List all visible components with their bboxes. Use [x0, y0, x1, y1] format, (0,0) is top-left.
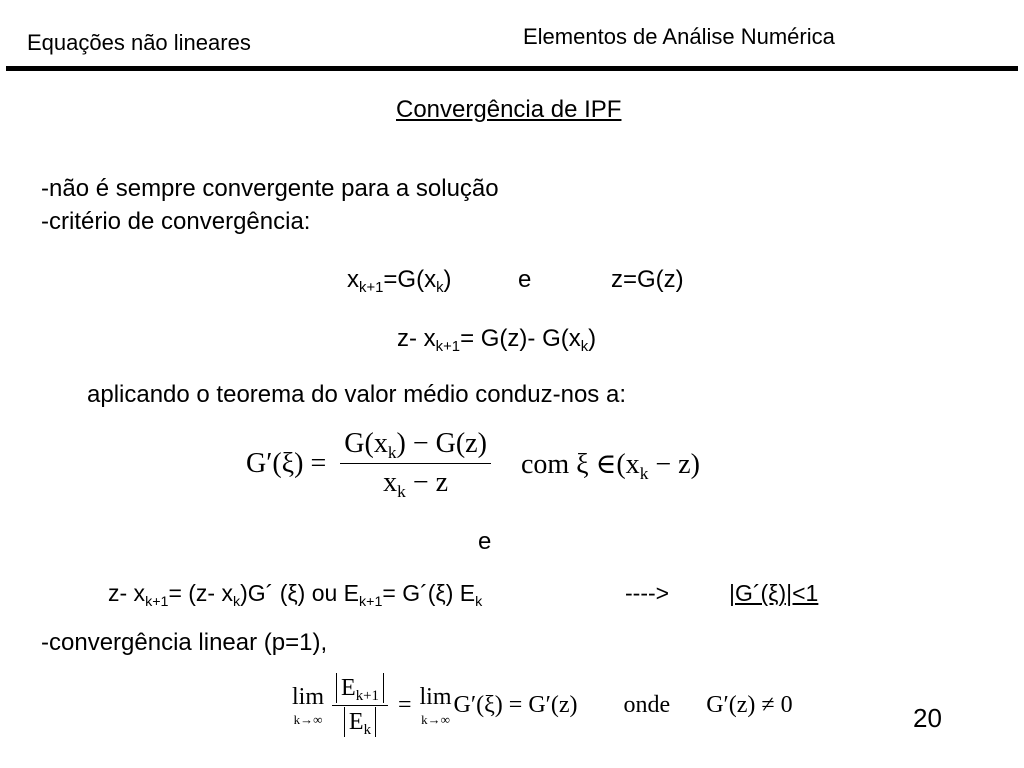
mvt-num-a: G(x [344, 428, 388, 459]
eq1-rhs: =G(x [383, 266, 437, 293]
conjunction-e: e [478, 528, 492, 555]
ratio-numerator [332, 675, 388, 705]
ratio-den-abs [344, 707, 376, 737]
eq1-close: ) [443, 266, 452, 293]
ratio-num-var: E [341, 674, 356, 701]
eq2-b: = G(z)- G(x [460, 325, 581, 352]
fixed-point-equation: z=G(z) [611, 266, 684, 293]
mvt-cond-a: com ξ ∈(x [520, 448, 640, 480]
limit-derivative: G′(ξ) = G′(z) [453, 691, 578, 718]
onde-word: onde [623, 691, 671, 718]
limit-formula [292, 655, 793, 755]
mean-value-formula [246, 428, 700, 502]
ratio-denominator [340, 706, 380, 736]
eq3-p1: z- x [108, 580, 146, 606]
eq1-conjunction: e [518, 266, 532, 293]
eq1-lhs-sub: k+1 [359, 280, 384, 297]
linear-convergence-text: -convergência linear (p=1), [41, 629, 328, 656]
lim2-text: lim [419, 683, 452, 710]
eq1-rhs-sub: k [436, 280, 444, 297]
mvt-num-b: ) − G(z) [396, 428, 487, 459]
mvt-condition [521, 447, 700, 481]
limit-equals: = [397, 691, 412, 718]
mvt-num-sub: k [387, 443, 397, 463]
ratio-num-sub: k+1 [355, 687, 379, 704]
bullet-not-always-convergent: -não é sempre convergente para a solução [41, 175, 499, 202]
course-title: Elementos de Análise Numérica [523, 24, 835, 49]
mvt-cond-sub: k [639, 463, 649, 483]
eq3-p2: = (z- x [168, 580, 233, 606]
mvt-lhs: G′(ξ) = [246, 447, 327, 479]
mvt-denominator [379, 464, 452, 502]
eq3-s2: k [232, 593, 241, 610]
eq2-a: z- x [397, 325, 436, 352]
lim-subscript: k→∞ [293, 711, 323, 727]
nonzero-condition: G′(z) ≠ 0 [706, 691, 793, 718]
mvt-den-b: − z [405, 467, 449, 498]
error-ratio-fraction [332, 675, 388, 736]
mvt-den-a: x [383, 467, 398, 498]
limit-operator [292, 685, 324, 726]
eq3-p4: = G´(ξ) E [382, 580, 476, 606]
eq2-b-sub: k [580, 339, 589, 356]
error-difference-equation [397, 325, 597, 356]
section-title: Equações não lineares [27, 30, 251, 55]
eq2-a-sub: k+1 [435, 339, 461, 356]
error-propagation-equation [108, 580, 483, 610]
mvt-numerator [340, 428, 491, 463]
mean-value-theorem-text: aplicando o teorema do valor médio conduz-nos a: [87, 381, 626, 408]
convergence-condition: |G´(ξ)|<1 [729, 580, 819, 606]
eq3-s3: k+1 [359, 593, 383, 610]
mvt-fraction [340, 428, 491, 502]
ratio-den-sub: k [363, 721, 372, 738]
implies-arrow: ----> [625, 580, 670, 606]
lim-text: lim [292, 683, 325, 710]
iteration-equation [347, 266, 452, 297]
page-number: 20 [913, 703, 942, 733]
lim2-subscript: k→∞ [421, 711, 450, 727]
slide-title: Convergência de IPF [396, 96, 622, 123]
limit-operator-2 [420, 685, 452, 726]
eq2-c: ) [588, 325, 597, 352]
ratio-den-var: E [348, 708, 364, 735]
eq3-s1: k+1 [145, 593, 169, 610]
eq3-s4: k [475, 593, 483, 610]
bullet-convergence-criterion: -critério de convergência: [41, 208, 311, 235]
mvt-cond-b: − z) [648, 448, 700, 480]
eq1-lhs: x [347, 266, 359, 293]
header-divider [6, 66, 1018, 71]
ratio-num-abs [336, 673, 384, 703]
mvt-den-sub: k [397, 482, 406, 502]
eq3-p3: )G´ (ξ) ou E [240, 580, 360, 606]
